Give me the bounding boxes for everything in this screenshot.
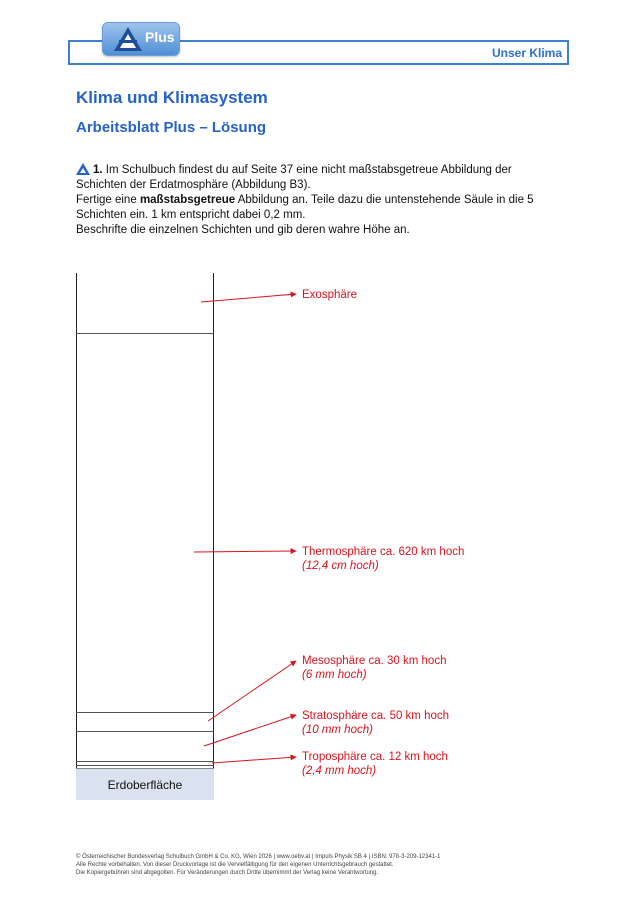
task-line2-pre: Fertige eine [76, 194, 140, 206]
label-thermosphere: Thermosphäre ca. 620 km hoch (12,4 cm hoch) [302, 546, 465, 572]
label-mesosphere: Mesosphäre ca. 30 km hoch (6 mm hoch) [302, 655, 447, 681]
arrow-stratosphere [204, 715, 296, 746]
label-troposphere: Troposphäre ca. 12 km hoch (2,4 mm hoch) [302, 751, 448, 777]
page-title: Klima und Klimasystem [76, 88, 268, 107]
task-line3: Beschrifte die einzelnen Schichten und gib deren wahre Höhe an. [76, 224, 410, 236]
ground-label: Erdoberfläche [76, 768, 214, 800]
arrow-troposphere [212, 757, 296, 763]
page-subtitle: Arbeitsblatt Plus – Lösung [76, 119, 267, 136]
task-line2-bold: maßstabsgetreue [139, 194, 236, 206]
footer-line1: © Österreichischer Bundesverlag Schulbuch GmbH & Co. KG, Wien 2026 | www.oebv.at | Impuls Physik SB 4 | ISBN: 978-3-209-12341-1 [76, 854, 441, 860]
section-title: Unser Klima [491, 46, 562, 60]
label-stratosphere: Stratosphäre ca. 50 km hoch (10 mm hoch) [302, 710, 450, 736]
arrow-mesosphere [208, 661, 296, 721]
footer-line2: Alle Rechte vorbehalten. Von dieser Druckvorlage ist die Vervielfältigung für den eigenen Unterrichtsgebrauch gestattet. [76, 862, 394, 868]
footer [76, 853, 441, 877]
arrow-thermosphere [194, 551, 296, 552]
task-number: 1. [93, 164, 103, 176]
label-exosphere: Exosphäre [302, 289, 357, 301]
plus-badge-label: Plus [145, 29, 175, 45]
task-line1: Im Schulbuch findest du auf Seite 37 eine nicht maßstabsgetreue Abbildung der Schichten der Erdatmosphäre (Abbildung B3). [76, 164, 512, 191]
arrow-exosphere [201, 294, 296, 302]
footer-line3: Die Kopiergebühren sind abgegolten. Für Veränderungen durch Dritte übernimmt der Verlag keine Verantwortung. [76, 870, 379, 876]
task-line2-post: Abbildung an. Teile dazu die untenstehende Säule in die 5 Schichten ein. 1 km entspricht dabei 0,2 mm. [76, 194, 534, 221]
